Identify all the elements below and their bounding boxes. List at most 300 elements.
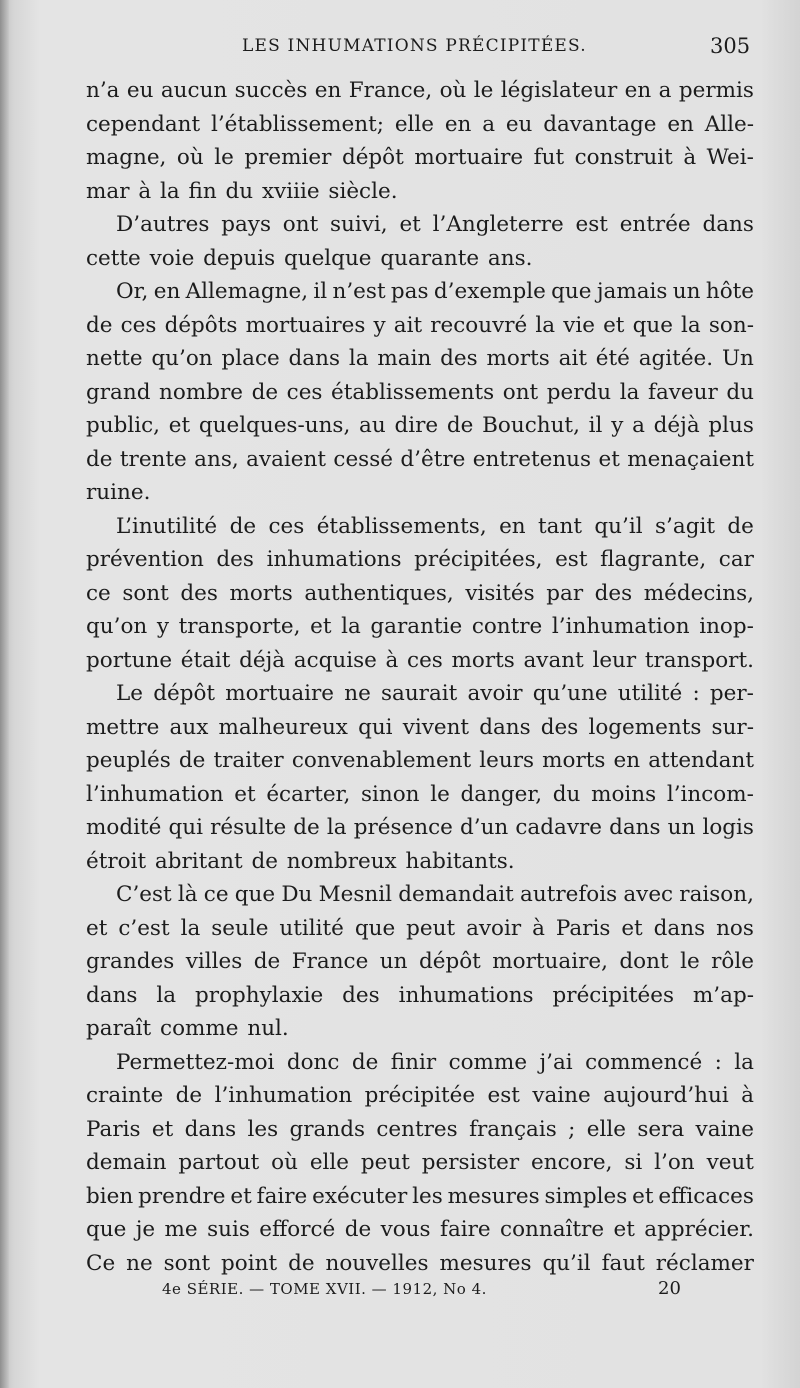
word: déjà (653, 413, 700, 438)
word: authentiques, (304, 580, 454, 606)
word: de (446, 413, 474, 438)
word: avoir (466, 915, 522, 941)
word: logis (702, 815, 754, 840)
word: sinon (360, 781, 420, 807)
word: ne (344, 681, 371, 706)
word: avec (623, 882, 674, 907)
word: là (177, 882, 198, 907)
word: est (555, 547, 588, 572)
word: dire (394, 413, 439, 438)
text-line (86, 711, 754, 745)
word: dépôt (153, 681, 216, 706)
word: France, (348, 78, 433, 103)
word: ; (568, 1116, 576, 1142)
word: au (359, 413, 386, 438)
word: C’est (116, 882, 172, 907)
word: leurs (479, 748, 535, 773)
text-line (86, 945, 754, 979)
word: déjà (239, 647, 286, 673)
printer-signature: 4e SÉRIE. — TOME XVII. — 1912, No 4. (162, 1280, 487, 1298)
word: la (734, 1049, 754, 1075)
word: dont (619, 949, 669, 974)
word: été (595, 346, 630, 371)
word: et (613, 1217, 635, 1242)
page-number: 305 (710, 34, 751, 58)
text-line (86, 208, 754, 242)
word: à (532, 915, 545, 941)
word: Alle- (704, 111, 754, 137)
text-line (86, 543, 754, 577)
word: inop- (699, 614, 754, 639)
word: dans (609, 815, 661, 840)
word: de (727, 513, 754, 539)
word: de (251, 379, 279, 405)
word: elle (309, 1150, 350, 1175)
word: qu’il (542, 1250, 591, 1276)
word: et (632, 1183, 654, 1209)
text-line (86, 510, 754, 544)
word: bien (86, 1183, 134, 1209)
word: cependant (86, 111, 201, 137)
text-line (86, 141, 754, 175)
word: législateur (500, 78, 618, 103)
text-line (86, 376, 754, 410)
word: suis (207, 1217, 250, 1242)
word: il (313, 279, 328, 304)
page-footer (0, 1280, 800, 1310)
word: la (348, 346, 369, 371)
word: des (342, 982, 380, 1008)
word: cessé (333, 446, 393, 472)
word: la (681, 312, 701, 338)
text-line (86, 677, 754, 711)
word: eu (126, 78, 154, 103)
word: sont (163, 1250, 211, 1276)
word: établissements, (316, 513, 487, 539)
word: l’incom- (666, 781, 754, 807)
word: le (473, 78, 494, 103)
word: établissements (331, 379, 495, 405)
word: dans (479, 714, 531, 740)
word: transport. (644, 647, 754, 673)
word: efficaces (658, 1183, 754, 1209)
word: de (293, 815, 320, 840)
word: l’inhumation (551, 614, 690, 639)
word: et (310, 614, 332, 639)
word: Bouchut, (482, 413, 580, 438)
word: tant (538, 513, 582, 539)
word: davantage (543, 111, 657, 137)
word: où (439, 78, 467, 103)
word: que (632, 312, 673, 338)
word: à (683, 145, 697, 170)
word: qui (168, 815, 203, 840)
page-header (0, 34, 800, 64)
word: exécuter (312, 1183, 408, 1209)
word: en (667, 111, 694, 137)
word: saurait (380, 681, 458, 706)
word: dans (86, 982, 138, 1008)
word: de (229, 513, 257, 539)
body-text (86, 74, 754, 1280)
text-line (86, 1213, 754, 1247)
word: que (86, 1217, 127, 1242)
word: ont (502, 379, 539, 405)
text-line-content: ruine. (86, 480, 151, 505)
word: peut (406, 915, 456, 941)
word: pas (390, 279, 429, 304)
word: prévention (86, 547, 204, 572)
word: nette (86, 346, 143, 371)
word: centres (376, 1116, 458, 1142)
word: ce (86, 580, 111, 606)
word: Du (281, 882, 313, 907)
word: prophylaxie (195, 982, 324, 1008)
word: sera (637, 1116, 685, 1142)
text-line (86, 342, 754, 376)
word: portune (86, 647, 173, 673)
word: crainte (86, 1083, 164, 1108)
word: que (551, 279, 592, 304)
word: où (271, 1150, 298, 1175)
word: leur (592, 647, 637, 673)
word: c’est (118, 915, 170, 941)
word: un (379, 949, 408, 974)
text-line (86, 912, 754, 946)
word: vivent (402, 714, 470, 740)
word: des (594, 580, 633, 606)
word: dépôt (341, 145, 404, 170)
word: suivi, (330, 212, 388, 237)
text-line-content: paraît comme nul. (86, 1016, 289, 1041)
word: résulte (210, 815, 287, 840)
word: car (718, 547, 754, 572)
word: et (168, 413, 191, 438)
word: un (667, 815, 696, 840)
word: ont (282, 212, 319, 237)
text-line (86, 175, 754, 209)
word: peut (360, 1150, 410, 1175)
word: d’être (400, 446, 466, 472)
word: perdu (546, 379, 612, 405)
word: ces (268, 513, 305, 539)
word: acquise (293, 647, 377, 673)
word: prendre (138, 1183, 226, 1209)
word: dans (184, 1116, 237, 1142)
word: et (230, 1183, 252, 1209)
word: menaçaient (627, 446, 754, 472)
word: mesures (447, 1183, 540, 1209)
word: : (714, 1049, 722, 1075)
word: et (151, 1116, 174, 1142)
text-line (86, 275, 754, 309)
word: l’on (654, 1150, 695, 1175)
word: faire (256, 1183, 308, 1209)
text-line-content: cette voie depuis quelque quarante ans. (86, 245, 533, 271)
word: me (164, 1217, 198, 1242)
word: de (86, 312, 113, 338)
word: le (214, 145, 234, 170)
text-line (86, 979, 754, 1013)
word: en (499, 513, 526, 539)
word: d’exemple (433, 279, 546, 304)
word: quelques-uns, (198, 413, 351, 438)
word: dans (702, 212, 754, 237)
word: mortuaire (414, 145, 524, 170)
word: jamais (596, 279, 668, 304)
word: vaine (532, 1083, 591, 1108)
word: je (135, 1217, 156, 1242)
word: seule (211, 915, 269, 941)
word: Paris (555, 915, 611, 941)
word: un (672, 279, 701, 304)
word: est (487, 1083, 520, 1108)
word: France (291, 949, 369, 974)
word: et (603, 312, 625, 338)
text-line (86, 1012, 754, 1046)
word: ait (393, 312, 423, 338)
text-line (86, 644, 754, 678)
word: apprécier. (644, 1217, 754, 1242)
word: attendant (648, 748, 754, 773)
word: trente (119, 446, 187, 472)
word: Permettez-moi (116, 1049, 275, 1075)
word: persister (421, 1150, 520, 1175)
word: y (373, 312, 386, 338)
word: commencé (585, 1049, 703, 1075)
word: a (632, 413, 645, 438)
text-line (86, 1146, 754, 1180)
word: et (86, 915, 108, 941)
word: n’a (86, 78, 120, 103)
word: qu’il (594, 513, 643, 539)
word: entrée (619, 212, 691, 237)
word: des (540, 714, 579, 740)
word: Ce (86, 1250, 116, 1276)
word: à (385, 647, 399, 673)
word: nos (716, 915, 754, 941)
word: visités (465, 580, 535, 606)
word: faveur (648, 379, 718, 405)
word: que (354, 915, 396, 941)
word: autrefois (520, 882, 618, 907)
text-line (86, 409, 754, 443)
word: mettre (86, 714, 160, 740)
word: demain (86, 1150, 167, 1175)
text-line (86, 309, 754, 343)
word: nombre (159, 379, 243, 405)
word: vaine (695, 1116, 754, 1142)
word: de (288, 1250, 315, 1276)
word: la (326, 815, 347, 840)
word: magne, (86, 145, 167, 170)
word: le (680, 949, 700, 974)
word: qu’on (86, 614, 148, 639)
word: recouvré (430, 312, 528, 338)
word: sur- (711, 714, 754, 740)
text-line (86, 74, 754, 108)
word: main (377, 346, 432, 371)
word: à (741, 1083, 754, 1108)
word: morts (229, 580, 293, 606)
text-line-content: mar à la fin du xviiie siècle. (86, 178, 398, 204)
word: l’établissement; (210, 111, 385, 137)
word: Allemagne, (185, 279, 309, 304)
word: y (611, 413, 624, 438)
word: la (180, 915, 201, 941)
word: donc (286, 1049, 340, 1075)
word: les (412, 1183, 443, 1209)
word: comme (448, 1049, 528, 1075)
word: Wei- (706, 145, 754, 170)
word: aucun (160, 78, 228, 103)
word: faut (601, 1250, 645, 1276)
word: modité (86, 815, 162, 840)
word: entretenus (472, 446, 592, 472)
word: faire (439, 1217, 491, 1242)
word: mesures (439, 1250, 532, 1276)
text-line (86, 744, 754, 778)
word: morts (451, 647, 515, 673)
word: aux (169, 714, 209, 740)
word: plus (708, 413, 754, 438)
word: avant (523, 647, 584, 673)
word: flagrante, (600, 547, 707, 572)
word: transporte, (178, 614, 301, 639)
page-edge-shadow (0, 0, 9, 1388)
word: la (619, 379, 640, 405)
word: médecins, (643, 580, 754, 606)
text-line (86, 778, 754, 812)
word: garantie (370, 614, 463, 639)
word: réclamer (655, 1250, 754, 1276)
word: vous (380, 1217, 431, 1242)
word: succès (234, 78, 308, 103)
word: avoir (467, 681, 523, 706)
text-line (86, 811, 754, 845)
word: écarter, (266, 781, 351, 807)
word: Paris (86, 1116, 141, 1142)
word: fut (533, 145, 565, 170)
word: morts (542, 748, 606, 773)
word: de (253, 949, 281, 974)
word: morts (486, 346, 550, 371)
word: n’est (332, 279, 386, 304)
word: des (180, 580, 218, 606)
word: public, (86, 413, 161, 438)
word: cadavre (515, 815, 602, 840)
word: aujourd’hui (603, 1083, 729, 1108)
word: en (314, 78, 342, 103)
word: y (156, 614, 170, 639)
word: connaître (500, 1217, 605, 1242)
word: la (341, 614, 361, 639)
word: peuplés (86, 748, 171, 773)
word: dans (653, 915, 706, 941)
word: a (658, 78, 672, 103)
word: inhumations (266, 547, 402, 572)
word: danger, (460, 781, 543, 807)
word: Mesnil (318, 882, 392, 907)
word: ait (558, 346, 587, 371)
word: grandes (86, 949, 175, 974)
word: malheureux (218, 714, 348, 740)
word: est (575, 212, 608, 237)
word: dépôt (418, 949, 481, 974)
word: mortuaires (245, 312, 366, 338)
word: les (247, 1116, 279, 1142)
word: en (153, 279, 181, 304)
word: ces (120, 312, 157, 338)
word: son- (708, 312, 754, 338)
word: traiter (213, 748, 284, 773)
text-line (86, 1180, 754, 1214)
word: pays (221, 212, 271, 237)
word: d’un (459, 815, 509, 840)
text-line (86, 577, 754, 611)
word: de (178, 748, 206, 773)
word: veut (706, 1150, 754, 1175)
word: la (156, 982, 177, 1008)
word: dans (288, 346, 341, 371)
word: elle (586, 1116, 626, 1142)
text-line (86, 1247, 754, 1281)
word: premier (244, 145, 332, 170)
word: en (444, 111, 472, 137)
word: a (482, 111, 496, 137)
word: et (621, 915, 643, 941)
word: de (86, 446, 113, 472)
word: du (552, 781, 581, 807)
word: en (613, 748, 641, 773)
text-line (86, 878, 754, 912)
word: de (175, 1083, 203, 1108)
word: la (535, 312, 556, 338)
word: en (624, 78, 652, 103)
word: finir (390, 1049, 437, 1075)
word: mortuaire, (492, 949, 608, 974)
word: place (221, 346, 280, 371)
word: le (430, 781, 450, 807)
word: s’agit (655, 513, 715, 539)
word: agitée. (638, 346, 714, 371)
word: qu’une (532, 681, 608, 706)
word: de (344, 1217, 372, 1242)
text-line (86, 1113, 754, 1147)
word: inhumations (398, 982, 534, 1008)
word: construit (574, 145, 673, 170)
word: rôle (711, 949, 754, 974)
word: demandait (398, 882, 514, 907)
word: dépôts (164, 312, 238, 338)
word: l’Angleterre (432, 212, 564, 237)
text-line (86, 443, 754, 477)
word: précipitée (364, 1083, 476, 1108)
word: ce (203, 882, 229, 907)
word: point (221, 1250, 278, 1276)
text-line (86, 476, 754, 510)
word: logements (588, 714, 702, 740)
word: raison, (679, 882, 754, 907)
word: ne (126, 1250, 153, 1276)
text-line-content: étroit abritant de nombreux habitants. (86, 848, 515, 874)
word: simples (544, 1183, 628, 1209)
word: mortuaire (225, 681, 335, 706)
word: présence (353, 815, 453, 840)
word: contre (471, 614, 543, 639)
word: efforcé (259, 1217, 336, 1242)
word: Or, (116, 279, 149, 304)
